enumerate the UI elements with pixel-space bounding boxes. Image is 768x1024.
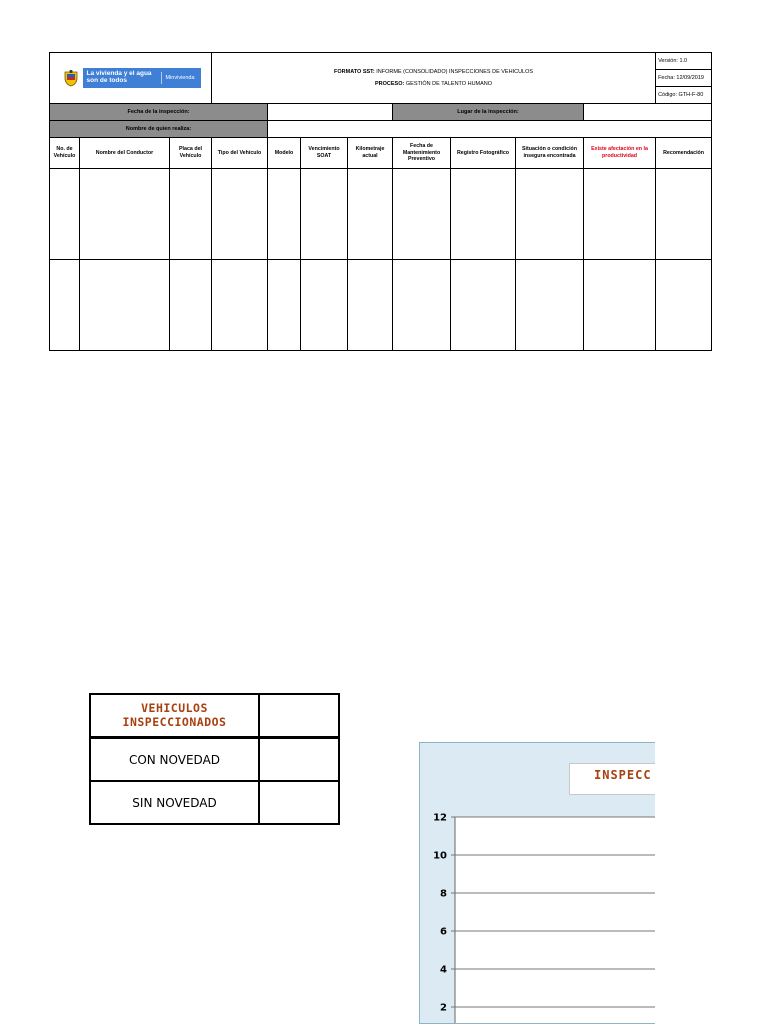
- column-header: Nombre del Conductor: [80, 138, 170, 169]
- y-tick-label: 8: [440, 888, 447, 900]
- inspection-form-table: [49, 52, 712, 351]
- table-cell[interactable]: [584, 169, 656, 260]
- y-tick-label: 12: [433, 812, 447, 824]
- table-cell[interactable]: [516, 169, 584, 260]
- table-cell[interactable]: [50, 169, 80, 260]
- table-cell[interactable]: [212, 260, 268, 351]
- coat-of-arms-icon: [61, 68, 81, 88]
- date-cell: Fecha: 12/09/2019: [656, 70, 712, 87]
- summary-total-value[interactable]: [259, 694, 339, 738]
- summary-row-value[interactable]: [259, 738, 339, 782]
- y-tick-label: 10: [433, 850, 447, 862]
- inspection-chart: [419, 742, 655, 1024]
- table-cell[interactable]: [301, 169, 348, 260]
- table-cell[interactable]: [451, 260, 516, 351]
- form-title-cell: [212, 53, 656, 104]
- logo-text: La vivienda y el agua son de todos: [86, 70, 152, 84]
- y-tick-label: 6: [440, 926, 447, 938]
- summary-row-label: CON NOVEDAD: [90, 738, 259, 782]
- inspector-name-label: Nombre de quien realiza:: [50, 121, 268, 138]
- table-cell[interactable]: [268, 169, 301, 260]
- ministry-logo: [83, 68, 201, 88]
- summary-row-label: SIN NOVEDAD: [90, 781, 259, 824]
- column-header-row: [50, 138, 712, 169]
- summary-row-value[interactable]: [259, 781, 339, 824]
- table-cell[interactable]: [170, 169, 212, 260]
- code-cell: Código: GTH-F-80: [656, 87, 712, 104]
- inspection-place-value[interactable]: [584, 104, 712, 121]
- form-title: [212, 66, 655, 78]
- table-cell[interactable]: [656, 260, 712, 351]
- column-header: Fecha de Mantenimiento Preventivo: [393, 138, 451, 169]
- column-header: Modelo: [268, 138, 301, 169]
- column-header: Existe afectación en la productividad: [584, 138, 656, 169]
- form-title-text: INFORME (CONSOLIDADO) INSPECCIONES DE VEHICULOS: [376, 68, 534, 75]
- logo-divider: [161, 72, 162, 84]
- column-header: Placa del Vehículo: [170, 138, 212, 169]
- y-tick-label: 2: [440, 1002, 447, 1014]
- table-cell[interactable]: [393, 169, 451, 260]
- form-title-prefix: FORMATO SST:: [334, 68, 375, 75]
- column-header: Vencimiento SOAT: [301, 138, 348, 169]
- chart-axes: [420, 743, 655, 1024]
- table-cell[interactable]: [80, 260, 170, 351]
- chart-title: INSPECC: [569, 763, 655, 795]
- plot-area: [455, 817, 655, 1024]
- process-prefix: PROCESO:: [375, 81, 405, 87]
- summary-table: [89, 693, 340, 825]
- table-cell[interactable]: [50, 260, 80, 351]
- table-cell[interactable]: [451, 169, 516, 260]
- column-header: Tipo del Vehículo: [212, 138, 268, 169]
- version-cell: Versión: 1.0: [656, 53, 712, 70]
- table-row: [50, 169, 712, 260]
- logo-ministry: Minvivienda: [165, 75, 195, 81]
- column-header: Recomendación: [656, 138, 712, 169]
- table-cell[interactable]: [656, 169, 712, 260]
- inspector-name-value[interactable]: [268, 121, 712, 138]
- process-text: GESTIÓN DE TALENTO HUMANO: [405, 81, 493, 87]
- table-cell[interactable]: [80, 169, 170, 260]
- table-cell[interactable]: [212, 169, 268, 260]
- logo-cell: [50, 53, 212, 104]
- column-header: Situación o condición insegura encontrada: [516, 138, 584, 169]
- table-cell[interactable]: [516, 260, 584, 351]
- column-header: Kilometraje actual: [348, 138, 393, 169]
- table-cell[interactable]: [348, 169, 393, 260]
- table-row: [50, 260, 712, 351]
- table-cell[interactable]: [348, 260, 393, 351]
- process-line: [212, 78, 655, 90]
- column-header: Registro Fotográfico: [451, 138, 516, 169]
- table-cell[interactable]: [170, 260, 212, 351]
- table-cell[interactable]: [268, 260, 301, 351]
- inspection-date-label: Fecha de la inspección:: [50, 104, 268, 121]
- inspection-date-value[interactable]: [268, 104, 393, 121]
- y-tick-label: 4: [440, 964, 447, 976]
- summary-title: VEHICULOS INSPECCIONADOS: [90, 694, 259, 738]
- table-cell[interactable]: [393, 260, 451, 351]
- table-cell[interactable]: [584, 260, 656, 351]
- table-cell[interactable]: [301, 260, 348, 351]
- inspection-place-label: Lugar de la inspección:: [393, 104, 584, 121]
- column-header: No. de Vehículo: [50, 138, 80, 169]
